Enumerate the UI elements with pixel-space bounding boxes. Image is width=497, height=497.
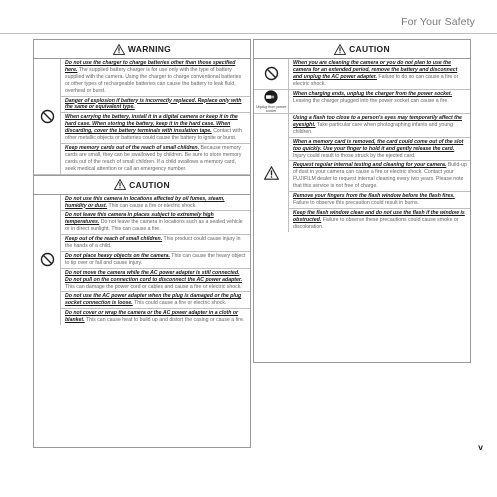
warning-row bbox=[34, 59, 250, 175]
right-caution-list bbox=[289, 59, 470, 89]
caution-item: When charging ends, unplug the charger from the power socket. Leaving the charger plugged into the power socket can cause a fire. bbox=[293, 90, 453, 104]
caution-item: Do not place heavy objects on the camera. This can cause the heavy object to tip over or fall and cause injury. bbox=[61, 252, 250, 269]
caution-header bbox=[34, 175, 250, 195]
warning-item: When carrying the battery, install it in a digital camera or keep it in the hard case. When storing the battery, keep it in the hard case. When discarding, cover the battery terminals with insulation tape. Contact with other metallic objects or batteries could cause the battery to ignite or burst. bbox=[61, 113, 250, 144]
caution-list bbox=[61, 195, 250, 326]
caution-item: Do not move the camera while the AC power adapter is still connected. Do not pull on the connection cord to disconnect the AC power adapter. This can damage the power cord or cables and cause a fire or electric shock. bbox=[61, 269, 250, 293]
caution-item: Remove your fingers from the flash window before the flash fires. Failure to observe this precaution could result in burns. bbox=[289, 192, 470, 209]
caution-item: Using a flash too close to a person's eyes may temporarily affect the eyesight. Take particular care when photographing infants and young children. bbox=[289, 114, 470, 138]
caution-item: When a memory card is removed, the card could come out of the slot too quickly. Use your finger to hold it and gently release the card. Injury could result to those struck by the ejected card. bbox=[289, 138, 470, 162]
right-caution-title: CAUTION bbox=[349, 44, 390, 54]
right-icon-cell bbox=[254, 114, 289, 232]
unplug-icon-cell bbox=[254, 90, 289, 113]
warning-header bbox=[34, 40, 250, 59]
caution-icon-cell bbox=[34, 195, 61, 326]
page-number: v bbox=[478, 442, 483, 452]
warning-item: Danger of explosion if battery is incorrectly replaced. Replace only with the same or equivalent type. bbox=[61, 97, 250, 114]
caution-item: Do not cover or wrap the camera or the AC power adapter in a cloth or blanket. This can cause heat to build up and distort the casing or cause a fire. bbox=[65, 310, 245, 324]
caution-row bbox=[34, 195, 250, 326]
caution-triangle-icon bbox=[264, 166, 279, 180]
prohibition-icon bbox=[264, 66, 279, 81]
warning-triangle-icon bbox=[113, 44, 125, 55]
caution-triangle-icon bbox=[114, 179, 126, 190]
right-caution-row bbox=[254, 59, 470, 90]
prohibition-icon bbox=[40, 109, 55, 124]
caution-item: Do not use this camera in locations affected by oil fumes, steam, humidity or dust. This can cause a fire or electric shock. bbox=[61, 195, 250, 212]
caution-item: Keep the flash window clean and do not use the flash if the window is obstructed. Failure to observe these precautions could cause smoke or discoloration. bbox=[293, 209, 465, 230]
right-caution-row bbox=[254, 114, 470, 232]
unplug-icon bbox=[263, 90, 279, 104]
right-caution-list bbox=[289, 114, 470, 232]
caution-item: Do not use the AC power adapter when the plug is damaged or the plug socket connection is loose. This could cause a fire or electric shock. bbox=[61, 292, 250, 309]
right-caution-header bbox=[254, 40, 470, 59]
warning-item: Keep memory cards out of the reach of small children. Because memory cards are small, they can be swallowed by children. Be sure to store memory cards out of the reach of small children. If a child swallows a memory card, seek medical attention or call an emergency number. bbox=[65, 144, 242, 172]
page-header-title: For Your Safety bbox=[401, 16, 475, 28]
right-caution-box bbox=[253, 39, 471, 363]
caution-item: Do not leave this camera in places subject to extremely high temperatures. Do not leave the camera in locations such as a sealed vehicle or in direct sunlight. This can cause a fire. bbox=[61, 211, 250, 235]
right-caution-list bbox=[289, 90, 470, 113]
caution-title: CAUTION bbox=[129, 179, 170, 190]
caution-item: Keep out of the reach of small children. This product could cause injury in the hands of a child. bbox=[61, 235, 250, 252]
unplug-label: Unplug from power socket bbox=[255, 104, 287, 113]
warning-title: WARNING bbox=[127, 44, 172, 54]
warning-icon-cell bbox=[34, 59, 61, 174]
warning-item: Do not use the charger to charge batteries other than those specified here. The supplied battery charger is for use only with the type of battery supplied with the camera. Using the charger to charge conventional batteries or other types of rechargeable batteries can cause the battery to leak fluid, overheat or burst. bbox=[61, 59, 250, 97]
warning-list bbox=[61, 59, 250, 174]
caution-item: Request regular internal testing and cleaning for your camera. Build-up of dust in your camera can cause a fire or electric shock. Contact your FUJIFILM dealer to request internal cleaning every two years. Please note that this service is not free of charge. bbox=[289, 161, 470, 192]
right-caution-row bbox=[254, 90, 470, 114]
header-rule bbox=[0, 33, 497, 34]
caution-triangle-icon bbox=[334, 44, 346, 55]
caution-item: When you are cleaning the camera or you do not plan to use the camera for an extended period, remove the battery and disconnect and unplug the AC power adapter. Failure to do so can cause a fire or electric shock. bbox=[293, 60, 459, 87]
left-safety-box bbox=[33, 39, 251, 448]
right-icon-cell bbox=[254, 59, 289, 89]
prohibition-icon bbox=[40, 252, 55, 267]
